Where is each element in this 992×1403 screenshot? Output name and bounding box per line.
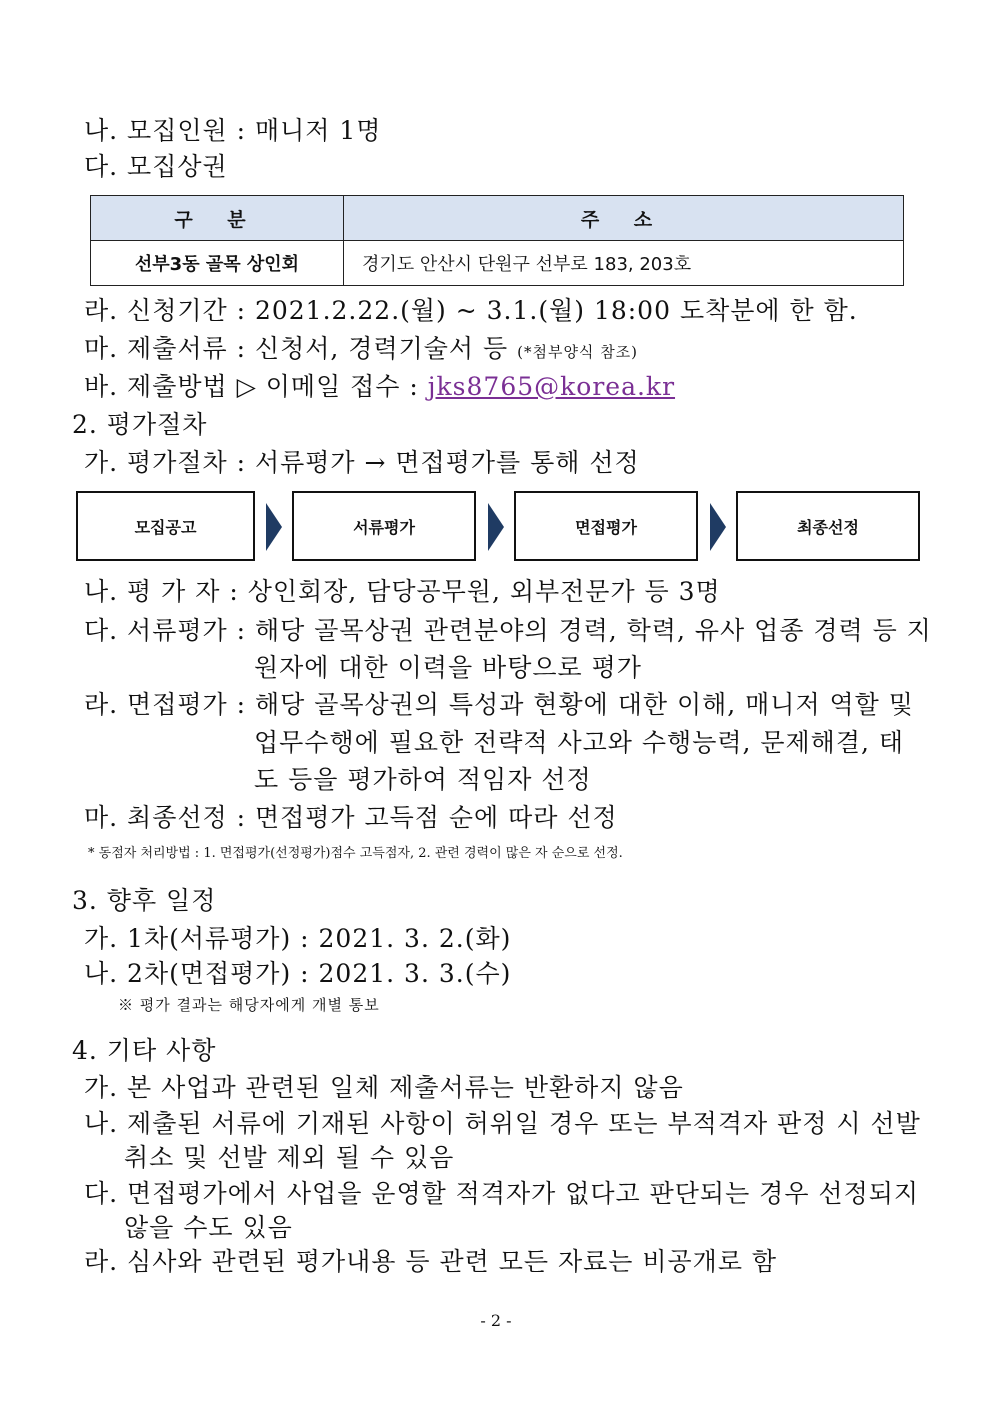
schedule-first: 가. 1차(서류평가) : 2021. 3. 2.(화) — [84, 924, 512, 953]
table-header-row — [91, 196, 904, 241]
apply-period: 라. 신청기간 : 2021.2.22.(월) ~ 3.1.(월) 18:00 도착분에 한 함. — [84, 296, 858, 325]
interview-line-1: 라. 면접평가 : 해당 골목상권의 특성과 현황에 대한 이해, 매니저 역할 및 — [84, 690, 914, 719]
schedule-note: ※ 평가 결과는 해당자에게 개별 통보 — [118, 996, 380, 1014]
procedure: 가. 평가절차 : 서류평가 → 면접평가를 통해 선정 — [84, 448, 640, 477]
table-header-address: 주 소 — [344, 196, 904, 241]
schedule-second: 나. 2차(면접평가) : 2021. 3. 3.(수) — [84, 959, 512, 988]
section-2-title: 2. 평가절차 — [72, 410, 208, 439]
misc-c-line-1: 다. 면접평가에서 사업을 운영할 적격자가 없다고 판단되는 경우 선정되지 — [84, 1179, 920, 1208]
section-4-title: 4. 기타 사항 — [72, 1036, 217, 1065]
misc-b-line-1: 나. 제출된 서류에 기재된 사항이 허위일 경우 또는 부적격자 판정 시 선발 — [84, 1109, 921, 1138]
table-cell-area-name: 선부3동 골목 상인회 — [91, 241, 344, 286]
documents — [84, 332, 638, 369]
flow-arrow-1 — [266, 503, 282, 551]
table-row — [91, 241, 904, 286]
flow-step-recruit: 모집공고 — [76, 491, 255, 561]
section-3-title: 3. 향후 일정 — [72, 886, 217, 915]
table-cell-address: 경기도 안산시 단원구 선부로 183, 203호 — [344, 241, 904, 286]
documents-text: 마. 제출서류 : 신청서, 경력기술서 등 — [84, 334, 518, 363]
misc-b-line-2: 취소 및 선발 제외 될 수 있음 — [124, 1143, 455, 1172]
documents-note: (*첨부양식 참조) — [517, 343, 639, 361]
misc-c-line-2: 않을 수도 있음 — [124, 1213, 293, 1242]
submit-method — [84, 370, 675, 404]
misc-d: 라. 심사와 관련된 평가내용 등 관련 모든 자료는 비공개로 함 — [84, 1247, 778, 1276]
email-link[interactable]: jks8765@korea.kr — [427, 372, 676, 401]
recruit-count: 나. 모집인원 : 매니저 1명 — [84, 116, 382, 145]
evaluators: 나. 평 가 자 : 상인회장, 담당공무원, 외부전문가 등 3명 — [84, 577, 721, 606]
interview-line-3: 도 등을 평가하여 적임자 선정 — [254, 765, 592, 794]
flow-step-final: 최종선정 — [736, 491, 920, 561]
interview-line-2: 업무수행에 필요한 전략적 사고와 수행능력, 문제해결, 태 — [254, 728, 905, 757]
flow-arrow-2 — [488, 503, 504, 551]
doc-eval-line-1: 다. 서류평가 : 해당 골목상권 관련분야의 경력, 학력, 유사 업종 경력 등 지 — [84, 616, 932, 645]
tie-note: * 동점자 처리방법 : 1. 면접평가(선정평가)점수 고득점자, 2. 관련 경력이 많은 자 순으로 선정. — [88, 846, 623, 861]
doc-eval-line-2: 원자에 대한 이력을 바탕으로 평가 — [254, 653, 642, 682]
final-selection: 마. 최종선정 : 면접평가 고득점 순에 따라 선정 — [84, 803, 618, 832]
submit-method-text: 바. 제출방법 ▷ 이메일 접수 : — [84, 372, 428, 401]
table-header-category: 구 분 — [91, 196, 344, 241]
misc-a: 가. 본 사업과 관련된 일체 제출서류는 반환하지 않음 — [84, 1073, 684, 1102]
area-table — [90, 195, 904, 286]
flow-step-doc-review: 서류평가 — [292, 491, 476, 561]
recruit-area-heading: 다. 모집상권 — [84, 152, 228, 181]
flow-step-interview: 면접평가 — [514, 491, 698, 561]
page-number: - 2 - — [480, 1311, 512, 1330]
flow-arrow-3 — [710, 503, 726, 551]
